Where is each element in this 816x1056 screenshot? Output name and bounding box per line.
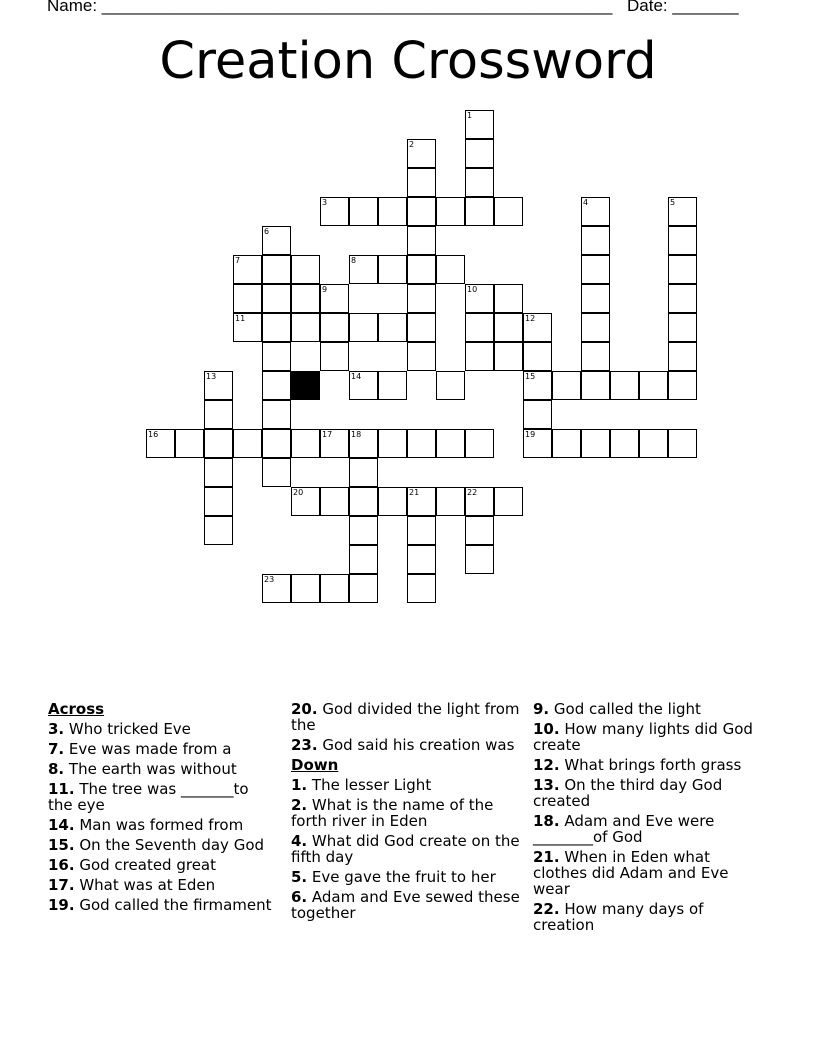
grid-cell[interactable] bbox=[552, 429, 581, 458]
clues-column-2 bbox=[291, 701, 521, 925]
grid-cell[interactable] bbox=[494, 197, 523, 226]
grid-cell[interactable] bbox=[523, 429, 552, 458]
grid-cell[interactable] bbox=[291, 487, 320, 516]
grid-cell[interactable] bbox=[233, 313, 262, 342]
clue-text: What was at Eden bbox=[74, 876, 216, 894]
clue-number: 2 bbox=[409, 140, 415, 149]
down-clue bbox=[291, 777, 521, 793]
clue-number: 5 bbox=[670, 198, 676, 207]
grid-cell[interactable] bbox=[523, 400, 552, 429]
clue-num: 2. bbox=[291, 796, 308, 814]
grid-cell[interactable] bbox=[378, 429, 407, 458]
grid-cell[interactable] bbox=[465, 313, 494, 342]
grid-cell[interactable] bbox=[349, 255, 378, 284]
clue-number: 20 bbox=[293, 488, 304, 497]
down-clue bbox=[533, 813, 763, 845]
clue-text: God created great bbox=[74, 856, 217, 874]
date-field[interactable]: Date: _______ bbox=[627, 0, 739, 15]
grid-cell[interactable] bbox=[639, 429, 668, 458]
across-list bbox=[48, 721, 273, 913]
grid-cell[interactable] bbox=[320, 487, 349, 516]
across-clue bbox=[48, 781, 273, 813]
across-clue bbox=[291, 701, 521, 733]
grid-cell[interactable] bbox=[407, 516, 436, 545]
grid-cell[interactable] bbox=[291, 574, 320, 603]
grid-cell[interactable] bbox=[465, 139, 494, 168]
clue-num: 1. bbox=[291, 776, 308, 794]
down-clue bbox=[291, 833, 521, 865]
clue-text: God said his creation was bbox=[317, 736, 515, 754]
across-clue bbox=[48, 857, 273, 873]
grid-cell[interactable] bbox=[320, 197, 349, 226]
grid-cell[interactable] bbox=[523, 371, 552, 400]
grid-cell[interactable] bbox=[233, 429, 262, 458]
grid-cell[interactable] bbox=[581, 255, 610, 284]
across-clue bbox=[291, 737, 521, 753]
grid-cell[interactable] bbox=[668, 255, 697, 284]
grid-cell[interactable] bbox=[668, 313, 697, 342]
clue-num: 12. bbox=[533, 756, 560, 774]
grid-cell[interactable] bbox=[639, 371, 668, 400]
grid-cell[interactable] bbox=[465, 110, 494, 139]
grid-cell[interactable] bbox=[465, 516, 494, 545]
clue-num: 16. bbox=[48, 856, 75, 874]
grid-cell[interactable] bbox=[465, 284, 494, 313]
grid-cell[interactable] bbox=[233, 255, 262, 284]
grid-cell[interactable] bbox=[320, 284, 349, 313]
clue-number: 4 bbox=[583, 198, 589, 207]
clue-number: 14 bbox=[351, 372, 362, 381]
grid-cell[interactable] bbox=[436, 197, 465, 226]
grid-cell[interactable] bbox=[465, 545, 494, 574]
clue-text: What did God create on the fifth day bbox=[291, 832, 520, 866]
down-clue bbox=[291, 797, 521, 829]
across-clue bbox=[48, 837, 273, 853]
grid-cell[interactable] bbox=[233, 284, 262, 313]
grid-cell[interactable] bbox=[494, 284, 523, 313]
grid-cell[interactable] bbox=[320, 313, 349, 342]
grid-cell[interactable] bbox=[581, 313, 610, 342]
down-clue bbox=[291, 869, 521, 885]
clue-text: The earth was without bbox=[64, 760, 237, 778]
down-clue bbox=[533, 757, 763, 773]
clue-text: God divided the light from the bbox=[291, 700, 520, 734]
grid-cell[interactable] bbox=[378, 197, 407, 226]
across-clue bbox=[48, 761, 273, 777]
across-list-continued bbox=[291, 701, 521, 753]
grid-cell[interactable] bbox=[407, 139, 436, 168]
grid-cell[interactable] bbox=[262, 255, 291, 284]
grid-cell[interactable] bbox=[262, 400, 291, 429]
grid-cell[interactable] bbox=[204, 458, 233, 487]
clue-text: Adam and Eve were ________of God bbox=[533, 812, 715, 846]
down-clue bbox=[533, 701, 763, 717]
down-clue bbox=[533, 849, 763, 897]
grid-cell[interactable] bbox=[668, 342, 697, 371]
clue-num: 19. bbox=[48, 896, 75, 914]
grid-cell[interactable] bbox=[668, 429, 697, 458]
clue-number: 13 bbox=[206, 372, 217, 381]
grid-cell[interactable] bbox=[581, 429, 610, 458]
grid-cell[interactable] bbox=[668, 197, 697, 226]
down-clue bbox=[533, 721, 763, 753]
clue-num: 18. bbox=[533, 812, 560, 830]
grid-cell[interactable] bbox=[349, 371, 378, 400]
clue-number: 15 bbox=[525, 372, 536, 381]
clue-number: 18 bbox=[351, 430, 362, 439]
grid-cell[interactable] bbox=[262, 458, 291, 487]
clue-number: 9 bbox=[322, 285, 328, 294]
grid-cell[interactable] bbox=[262, 284, 291, 313]
across-clue bbox=[48, 817, 273, 833]
grid-cell[interactable] bbox=[146, 429, 175, 458]
grid-cell[interactable] bbox=[378, 487, 407, 516]
grid-cell[interactable] bbox=[291, 429, 320, 458]
grid-cell[interactable] bbox=[523, 313, 552, 342]
grid-cell[interactable] bbox=[407, 313, 436, 342]
grid-cell[interactable] bbox=[436, 371, 465, 400]
grid-cell[interactable] bbox=[436, 255, 465, 284]
grid-cell[interactable] bbox=[494, 487, 523, 516]
grid-cell[interactable] bbox=[407, 197, 436, 226]
grid-cell[interactable] bbox=[204, 400, 233, 429]
grid-cell[interactable] bbox=[610, 429, 639, 458]
down-heading: Down bbox=[291, 756, 339, 774]
clue-number: 10 bbox=[467, 285, 478, 294]
clue-num: 21. bbox=[533, 848, 560, 866]
grid-cell[interactable] bbox=[668, 226, 697, 255]
clue-num: 23. bbox=[291, 736, 318, 754]
clue-number: 22 bbox=[467, 488, 478, 497]
grid-cell[interactable] bbox=[204, 516, 233, 545]
clue-num: 20. bbox=[291, 700, 318, 718]
clue-text: Who tricked Eve bbox=[64, 720, 191, 738]
clue-text: God called the firmament bbox=[74, 896, 272, 914]
clue-num: 4. bbox=[291, 832, 308, 850]
clue-number: 8 bbox=[351, 256, 357, 265]
grid-cell[interactable] bbox=[407, 429, 436, 458]
grid-cell[interactable] bbox=[610, 371, 639, 400]
down-list-continued bbox=[533, 701, 763, 933]
across-clue bbox=[48, 741, 273, 757]
clue-num: 22. bbox=[533, 900, 560, 918]
grid-cell[interactable] bbox=[349, 197, 378, 226]
grid-cell[interactable] bbox=[291, 284, 320, 313]
clue-num: 9. bbox=[533, 700, 550, 718]
clue-number: 1 bbox=[467, 111, 473, 120]
grid-cell[interactable] bbox=[204, 429, 233, 458]
grid-cell[interactable] bbox=[407, 284, 436, 313]
grid-cell[interactable] bbox=[407, 487, 436, 516]
grid-cell[interactable] bbox=[465, 342, 494, 371]
grid-cell[interactable] bbox=[349, 545, 378, 574]
grid-cell[interactable] bbox=[668, 371, 697, 400]
clue-text: What is the name of the forth river in Eden bbox=[291, 796, 494, 830]
down-clue bbox=[533, 777, 763, 809]
clue-number: 7 bbox=[235, 256, 241, 265]
grid-cell[interactable] bbox=[407, 545, 436, 574]
clue-num: 8. bbox=[48, 760, 65, 778]
grid-cell[interactable] bbox=[465, 168, 494, 197]
clue-num: 13. bbox=[533, 776, 560, 794]
grid-cell[interactable] bbox=[407, 255, 436, 284]
across-clue bbox=[48, 897, 273, 913]
across-clue bbox=[48, 721, 273, 737]
grid-cell[interactable] bbox=[465, 197, 494, 226]
clue-text: When in Eden what clothes did Adam and Eve wear bbox=[533, 848, 729, 898]
grid-cell[interactable] bbox=[436, 429, 465, 458]
grid-cell[interactable] bbox=[407, 168, 436, 197]
clue-number: 19 bbox=[525, 430, 536, 439]
grid-cell[interactable] bbox=[262, 226, 291, 255]
grid-cell[interactable] bbox=[436, 487, 465, 516]
clue-number: 21 bbox=[409, 488, 420, 497]
clue-number: 6 bbox=[264, 227, 270, 236]
grid-cell[interactable] bbox=[407, 574, 436, 603]
grid-cell[interactable] bbox=[291, 313, 320, 342]
grid-cell[interactable] bbox=[349, 313, 378, 342]
grid-cell[interactable] bbox=[320, 574, 349, 603]
clues-column-3 bbox=[533, 701, 763, 937]
clue-number: 17 bbox=[322, 430, 333, 439]
grid-cell[interactable] bbox=[523, 342, 552, 371]
clue-text: The tree was _______to the eye bbox=[48, 780, 249, 814]
grid-cell[interactable] bbox=[378, 371, 407, 400]
grid-cell[interactable] bbox=[581, 197, 610, 226]
grid-cell[interactable] bbox=[320, 342, 349, 371]
clue-number: 12 bbox=[525, 314, 536, 323]
clue-num: 7. bbox=[48, 740, 65, 758]
clue-text: The lesser Light bbox=[307, 776, 432, 794]
grid-cell[interactable] bbox=[262, 574, 291, 603]
grid-cell[interactable] bbox=[204, 487, 233, 516]
clue-text: Adam and Eve sewed these together bbox=[291, 888, 520, 922]
black-cell bbox=[291, 371, 320, 400]
grid-cell[interactable] bbox=[262, 342, 291, 371]
grid-cell[interactable] bbox=[494, 313, 523, 342]
grid-cell[interactable] bbox=[581, 371, 610, 400]
clue-num: 11. bbox=[48, 780, 75, 798]
clue-text: Man was formed from bbox=[74, 816, 244, 834]
clue-number: 3 bbox=[322, 198, 328, 207]
clue-text: On the Seventh day God bbox=[74, 836, 265, 854]
clue-num: 5. bbox=[291, 868, 308, 886]
clue-number: 23 bbox=[264, 575, 275, 584]
clue-text: How many lights did God create bbox=[533, 720, 753, 754]
grid-cell[interactable] bbox=[262, 313, 291, 342]
grid-cell[interactable] bbox=[204, 371, 233, 400]
down-clue bbox=[291, 889, 521, 921]
clue-num: 14. bbox=[48, 816, 75, 834]
clue-number: 11 bbox=[235, 314, 246, 323]
grid-cell[interactable] bbox=[494, 342, 523, 371]
grid-cell[interactable] bbox=[349, 516, 378, 545]
clues-column-1 bbox=[48, 701, 273, 917]
grid-cell[interactable] bbox=[407, 226, 436, 255]
grid-cell[interactable] bbox=[465, 429, 494, 458]
clue-text: How many days of creation bbox=[533, 900, 704, 934]
clue-text: What brings forth grass bbox=[559, 756, 742, 774]
grid-cell[interactable] bbox=[581, 284, 610, 313]
grid-cell[interactable] bbox=[465, 487, 494, 516]
clue-num: 17. bbox=[48, 876, 75, 894]
grid-cell[interactable] bbox=[407, 342, 436, 371]
page-title: Creation Crossword bbox=[159, 32, 657, 91]
down-list bbox=[291, 777, 521, 921]
grid-cell[interactable] bbox=[668, 284, 697, 313]
grid-cell[interactable] bbox=[349, 458, 378, 487]
clue-text: God called the light bbox=[549, 700, 701, 718]
grid-cell[interactable] bbox=[349, 574, 378, 603]
clue-text: On the third day God created bbox=[533, 776, 723, 810]
grid-cell[interactable] bbox=[262, 371, 291, 400]
down-clue bbox=[533, 901, 763, 933]
clue-num: 6. bbox=[291, 888, 308, 906]
clue-num: 10. bbox=[533, 720, 560, 738]
across-clue bbox=[48, 877, 273, 893]
clue-num: 15. bbox=[48, 836, 75, 854]
across-heading: Across bbox=[48, 700, 105, 718]
grid-cell[interactable] bbox=[349, 487, 378, 516]
grid-cell[interactable] bbox=[581, 226, 610, 255]
name-field[interactable]: Name: ______________________________________________________ bbox=[47, 0, 613, 15]
grid-cell[interactable] bbox=[175, 429, 204, 458]
clue-text: Eve was made from a bbox=[64, 740, 232, 758]
clue-num: 3. bbox=[48, 720, 65, 738]
grid-cell[interactable] bbox=[552, 371, 581, 400]
grid-cell[interactable] bbox=[378, 255, 407, 284]
grid-cell[interactable] bbox=[581, 342, 610, 371]
clue-number: 16 bbox=[148, 430, 159, 439]
grid-cell[interactable] bbox=[262, 429, 291, 458]
grid-cell[interactable] bbox=[349, 429, 378, 458]
grid-cell[interactable] bbox=[378, 313, 407, 342]
grid-cell[interactable] bbox=[320, 429, 349, 458]
grid-cell[interactable] bbox=[291, 255, 320, 284]
clue-text: Eve gave the fruit to her bbox=[307, 868, 496, 886]
